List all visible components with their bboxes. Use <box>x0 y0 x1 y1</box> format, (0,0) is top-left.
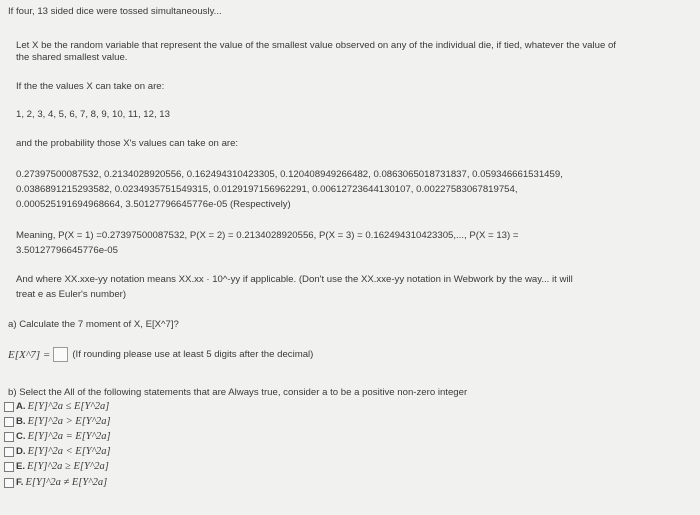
meaning-line-1: Meaning, P(X = 1) =0.27397500087532, P(X = 2) = 0.2134028920556, P(X = 3) = 0.162494310423305,..., P(X = 13) = <box>16 230 519 241</box>
part-a-answer-row <box>8 347 313 362</box>
intro-line-1: Let X be the random variable that represent the value of the smallest value observed on any of the individual die, if tied, whatever the value of <box>16 40 616 51</box>
part-a-label: E[X^7] = <box>8 348 51 361</box>
option-expression: E[Y]^2a < E[Y^2a] <box>27 446 111 457</box>
checkbox[interactable] <box>4 462 14 472</box>
option-expression: E[Y]^2a ≥ E[Y^2a] <box>27 461 109 472</box>
option-letter: C. <box>16 431 26 442</box>
meaning-line-2: 3.50127796645776e-05 <box>16 245 118 256</box>
option-letter: D. <box>16 446 26 457</box>
part-b-question: b) Select the All of the following statements that are Always true, consider a to be a positive non-zero integer <box>8 387 468 398</box>
probability-line-2: 0.0386891215293582, 0.0234935751549315, 0.0129197156962291, 0.00612723644130107, 0.00227583067819754, <box>16 184 518 195</box>
part-a-question: a) Calculate the 7 moment of X, E[X^7]? <box>8 319 179 330</box>
option-a[interactable] <box>4 401 109 412</box>
values-intro: If the the values X can take on are: <box>16 81 165 92</box>
option-letter: E. <box>16 461 26 472</box>
option-f[interactable] <box>4 477 107 488</box>
checkbox[interactable] <box>4 402 14 412</box>
notation-line-1: And where XX.xxe-yy notation means XX.xx · 10^-yy if applicable. (Don't use the XX.xxe-yy notation in Webwork by the way... it will <box>16 274 573 285</box>
intro-line-2: the shared smallest value. <box>16 52 128 63</box>
option-c[interactable] <box>4 431 111 442</box>
problem-header: If four, 13 sided dice were tossed simultaneously... <box>8 6 222 17</box>
part-a-hint: (If rounding please use at least 5 digits after the decimal) <box>72 349 314 360</box>
option-letter: A. <box>16 401 26 412</box>
option-expression: E[Y]^2a = E[Y^2a] <box>27 431 111 442</box>
values-list: 1, 2, 3, 4, 5, 6, 7, 8, 9, 10, 11, 12, 13 <box>16 109 170 120</box>
option-letter: B. <box>16 416 26 427</box>
option-e[interactable] <box>4 461 109 472</box>
option-d[interactable] <box>4 446 111 457</box>
notation-line-2: treat e as Euler's number) <box>16 289 127 300</box>
option-expression: E[Y]^2a ≤ E[Y^2a] <box>27 401 110 412</box>
option-expression: E[Y]^2a > E[Y^2a] <box>27 416 111 427</box>
checkbox[interactable] <box>4 478 14 488</box>
probability-line-1: 0.27397500087532, 0.2134028920556, 0.162494310423305, 0.120408949266482, 0.0863065018731837, 0.059346661531459, <box>16 169 563 180</box>
probability-line-3: 0.000525191694968664, 3.50127796645776e-05 (Respectively) <box>16 199 291 210</box>
checkbox[interactable] <box>4 432 14 442</box>
part-a-answer-input[interactable] <box>53 347 68 362</box>
checkbox[interactable] <box>4 417 14 427</box>
option-b[interactable] <box>4 416 111 427</box>
option-letter: F. <box>16 477 24 488</box>
option-expression: E[Y]^2a ≠ E[Y^2a] <box>25 477 108 488</box>
probability-intro: and the probability those X's values can take on are: <box>16 138 239 149</box>
checkbox[interactable] <box>4 447 14 457</box>
